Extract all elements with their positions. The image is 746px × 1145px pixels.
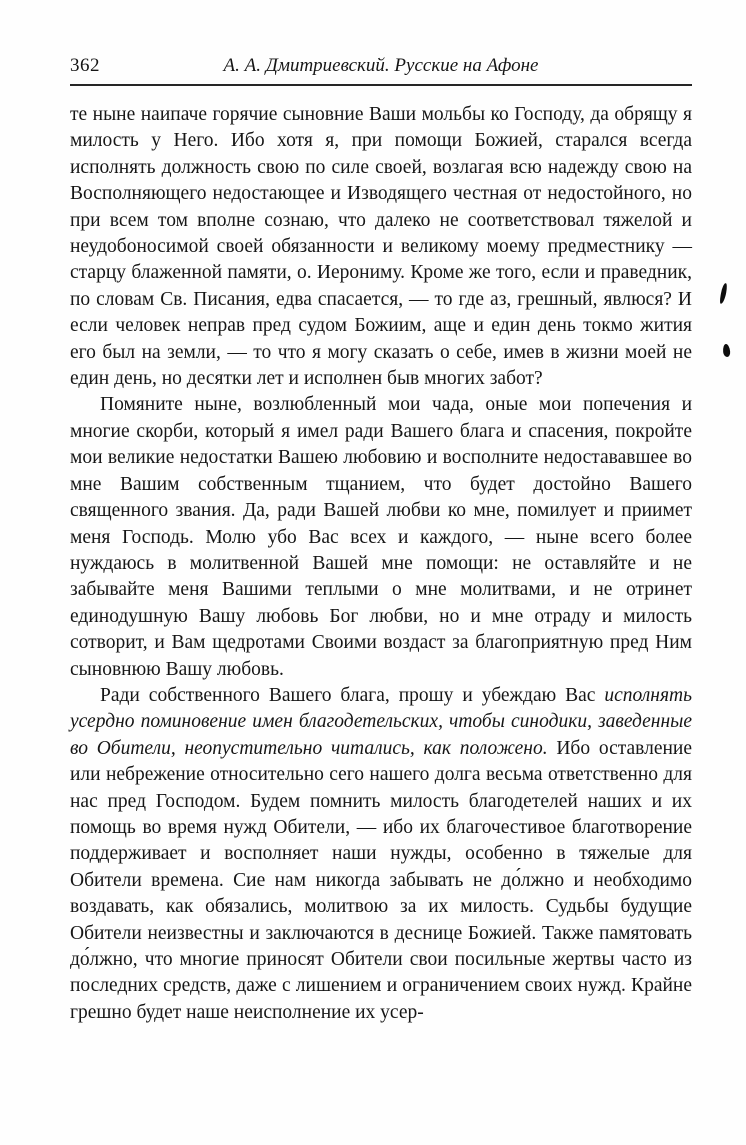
paragraph-text: Ибо оставление или небрежение относительно сего нашего долга весьма ответственно для нас пред Господом. Будем помнить милость благодетелей наших и их помощь во время нужд Обители, — ибо их благочестивое благотворение поддерживает и восполняет наши нужды, особенно в тяжелые для Обители времена. Сие нам никогда забывать не до́лжно и необходимо воздавать, как обязались, молитвою за их милость. Судьбы будущие Обители неизвестны и заключаются в деснице Божией. Также памятовать до́лжно, что многие приносят Обители свои посильные жертвы часто из последних средств, даже с лишением и ограничением своих нужд. Крайне грешно будет наше неисполнение их усер- [70,737,692,1023]
paragraph-text: Ради собственного Вашего блага, прошу и убеждаю Вас [100,684,605,706]
ink-smudge [722,344,730,358]
paragraph-text: Помяните ныне, возлюбленный мои чада, оные мои попечения и многие скорби, который я имел ради Вашего блага и спасения, покройте мои великие недостатки Вашею любовию и восполните недостававшее во мне Вашим собственным тщанием, что будет достойно Вашего священного звания. Да, ради Вашей любви ко мне, помилует и приимет меня Господь. Молю убо Вас всех и каждого, — ныне всего более нуждаюсь в молитвенной Вашей мне помощи: не оставляйте и не забывайте меня Вашими теплыми о мне молитвами, и не отринет единодушную Вашу любовь Бог любви, но и мне отраду и милость сотворит, и Вам щедротами Своими воздаст за благоприятную пред Ним сыновнюю Вашу любовь. [70,394,692,680]
ink-smudge [719,283,728,305]
page-header [70,54,692,78]
paragraph [70,392,692,682]
paragraph-continuation [70,102,692,392]
header-rule [70,84,692,86]
paragraph-text-emphasis: исполнять усердно поминовение имен благодетельских, чтобы синодики, заведенные во Обители, неопустительно читались, как положено. [70,684,692,759]
running-title: А. А. Дмитриевский. Русские на Афоне [223,55,539,76]
paragraph-text: те ныне наипаче горячие сыновние Ваши мольбы ко Господу, да обрящу я милость у Него. Ибо хотя я, при помощи Божией, старался всегда исполнять должность свою по силе своей, возлагая всю надежду свою на Восполняющего недостающее и Изводящего честная от недостойного, но при всем том вполне сознаю, что далеко не соответствовал тяжелой и неудобоносимой своей обязанности и великому моему предместнику — старцу блаженной памяти, о. Иерониму. Кроме же того, если и праведник, по словам Св. Писания, едва спасается, — то где аз, грешный, явлюся? И если человек неправ пред судом Божиим, аще и един день токмо жития его был на земли, — то что я могу сказать о себе, имев в жизни моей не един день, но десятки лет и исполнен быв многих забот? [70,104,692,390]
page-number: 362 [70,55,100,76]
page-body [70,102,692,1026]
paragraph [70,683,692,1026]
